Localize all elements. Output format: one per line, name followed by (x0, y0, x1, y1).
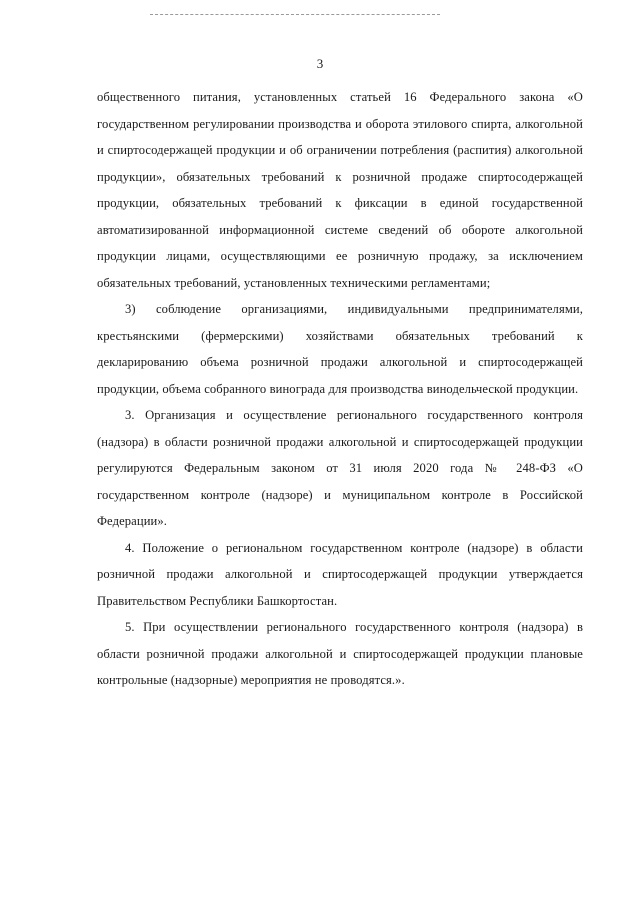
paragraph-continuation: общественного питания, установленных статьей 16 Федерального закона «О государственном регулировании производства и оборота этилового спирта, алкогольной и спиртосодержащей продукции и об ограничении потребления (распития) алкогольной продукции», обязательных требований к розничной продаже спиртосодержащей продукции, обязательных требований к фиксации в единой государственной автоматизированной информационной системе сведений об обороте алкогольной продукции лицами, осуществляющими ее розничную продажу, за исключением обязательных требований, установленных техническими регламентами; (97, 90, 583, 290)
paragraph-point-3: 3. Организация и осуществление регионального государственного контроля (надзора) в области розничной продажи алкогольной и спиртосодержащей продукции регулируются Федеральным законом от 31 июля 2020 года № 248-ФЗ «О государственном контроле (надзоре) и муниципальном контроле в Российской Федерации». (97, 408, 583, 528)
document-body (97, 84, 583, 694)
paragraph-point-4: 4. Положение о региональном государственном контроле (надзоре) в области розничной продажи алкогольной и спиртосодержащей продукции утверждается Правительством Республики Башкортостан. (97, 540, 583, 608)
paragraph-item-3: 3) соблюдение организациями, индивидуальными предпринимателями, крестьянскими (фермерскими) хозяйствами обязательных требований к декларированию объема розничной продажи алкогольной и спиртосодержащей продукции, объема собранного винограда для производства винодельческой продукции. (97, 302, 583, 396)
paragraph-point-5: 5. При осуществлении регионального государственного контроля (надзора) в области розничной продажи алкогольной и спиртосодержащей продукции плановые контрольные (надзорные) мероприятия не проводятся.». (97, 620, 583, 687)
scan-artifact-line (150, 14, 440, 15)
page-number: 3 (316, 56, 324, 71)
